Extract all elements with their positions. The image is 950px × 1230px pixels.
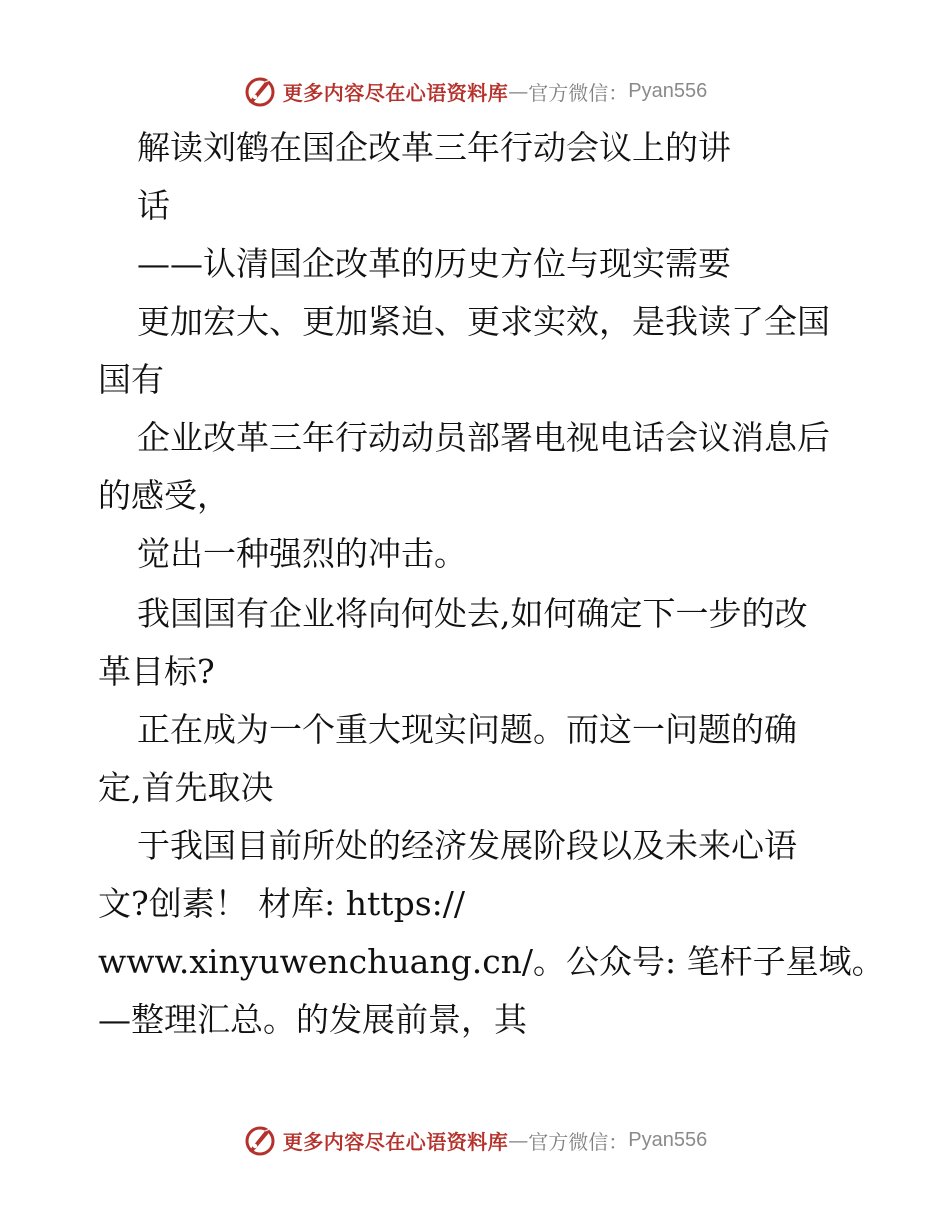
paragraph-line: 革目标? bbox=[98, 652, 215, 691]
title-line-2: 话 bbox=[137, 186, 170, 225]
paragraph-line: 文?创素！ 材库: https:// bbox=[98, 884, 465, 923]
banner-account-id: Pyan556 bbox=[628, 79, 708, 102]
paragraph-line: 于我国目前所处的经济发展阶段以及未来心语 bbox=[137, 826, 797, 865]
paragraph-line: 觉出一种强烈的冲击。 bbox=[137, 534, 467, 573]
banner-account-label: 官方微信： bbox=[528, 80, 629, 105]
banner-account-id: Pyan556 bbox=[628, 1128, 708, 1151]
paragraph-line: 更加宏大、更加紧迫、更求实效，是我读了全国 bbox=[137, 302, 830, 341]
banner-account-label: 官方微信： bbox=[528, 1129, 629, 1154]
paragraph-line: 的感受， bbox=[98, 476, 230, 515]
subtitle-line: ——认清国企改革的历史方位与现实需要 bbox=[137, 244, 731, 283]
banner-main-text: 更多内容尽在心语资料库 bbox=[282, 1129, 509, 1154]
paragraph-line: 企业改革三年行动动员部署电视电话会议消息后 bbox=[137, 418, 830, 457]
paragraph-line: www.xinyuwenchuang.cn/。公众号: 笔杆子星域。 bbox=[98, 942, 885, 981]
banner-main-text: 更多内容尽在心语资料库 bbox=[282, 80, 509, 105]
quill-pen-logo-icon bbox=[243, 74, 277, 108]
banner-dash: — bbox=[508, 79, 529, 103]
paragraph-line: 我国国有企业将向何处去,如何确定下一步的改 bbox=[137, 594, 808, 633]
banner-dash: — bbox=[508, 1128, 529, 1152]
quill-pen-logo-icon bbox=[243, 1123, 277, 1157]
paragraph-line: 定,首先取决 bbox=[98, 768, 274, 807]
footer-banner bbox=[0, 1120, 950, 1160]
header-banner bbox=[0, 71, 950, 111]
paragraph-line: 国有 bbox=[98, 360, 164, 399]
paragraph-line: —整理汇总。的发展前景，其 bbox=[98, 1000, 527, 1039]
title-line-1: 解读刘鹤在国企改革三年行动会议上的讲 bbox=[137, 128, 731, 167]
paragraph-line: 正在成为一个重大现实问题。而这一问题的确 bbox=[137, 710, 797, 749]
